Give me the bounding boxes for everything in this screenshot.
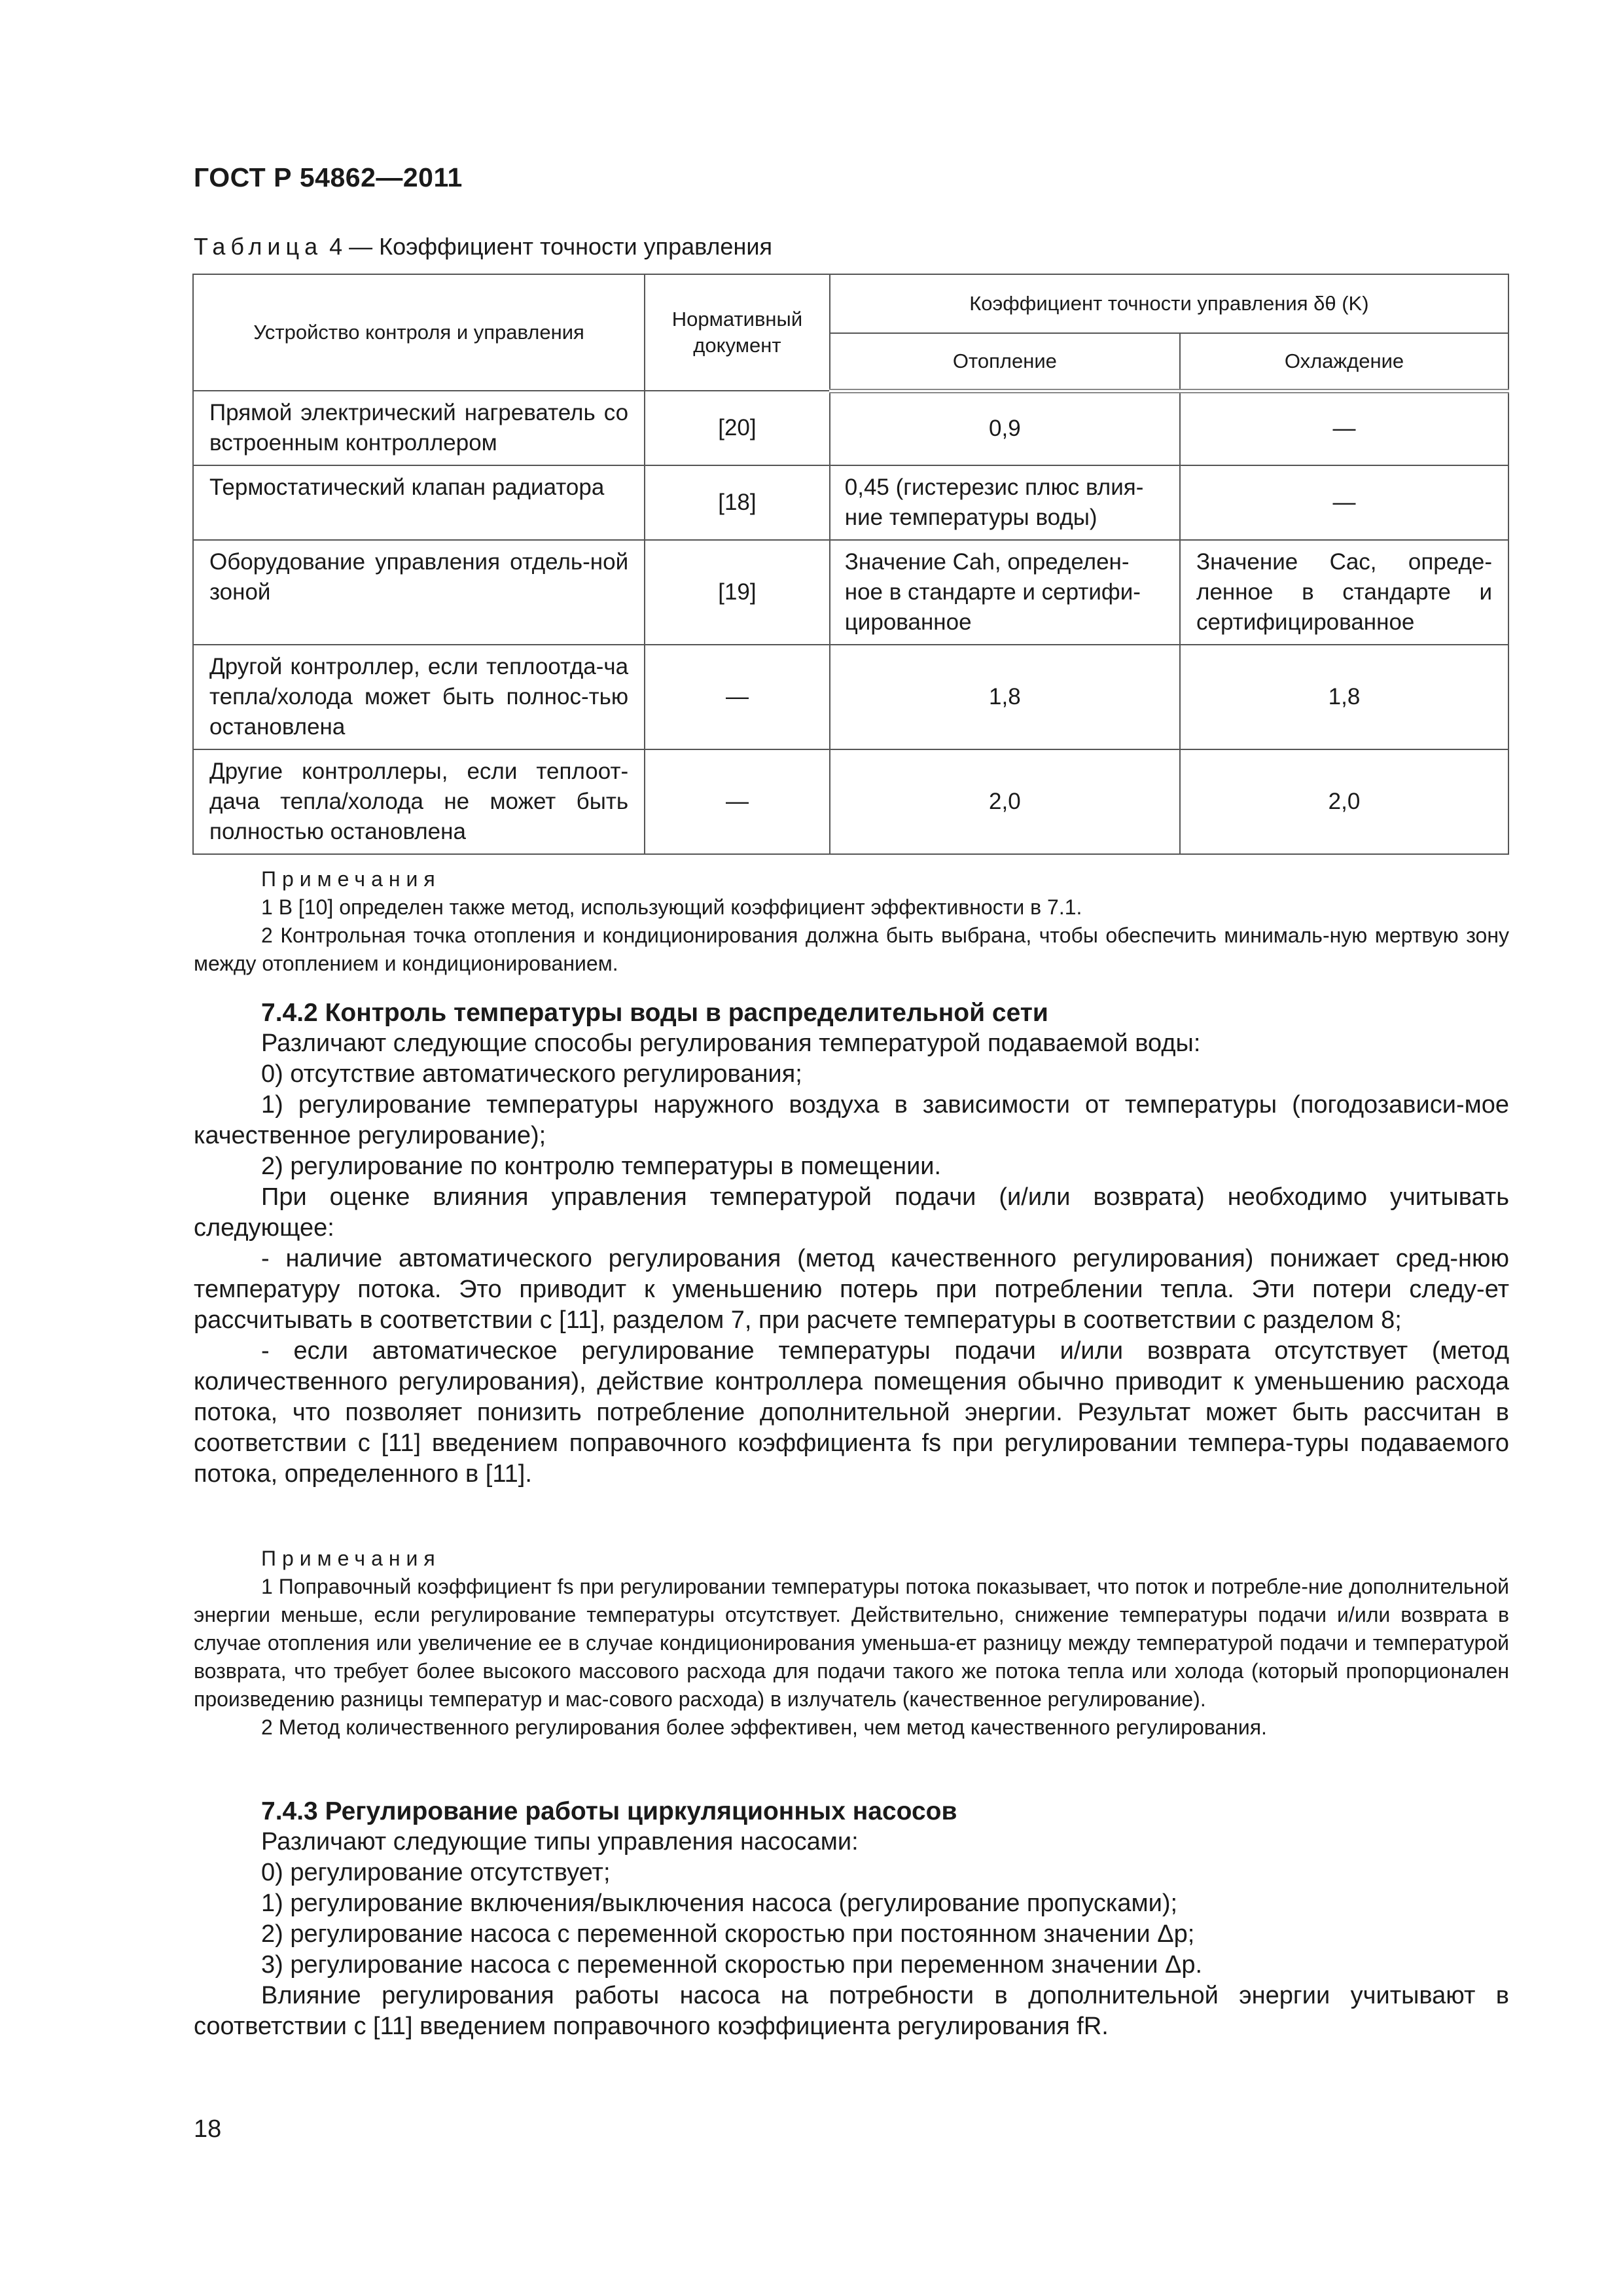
paragraph: - если автоматическое регулирование температуры подачи и/или возврата отсутствует (метод количественного регулирования), действие контроллера помещения обычно приводит к уменьшению расхода потока, что позволяет понизить потребление дополнительной энергии. Результат может быть рассчитан в соответствии с [11] введением поправочного коэффициента fs при регулировании темпера-туры подаваемого потока, определенного в [11]. [194,1337,1509,1488]
cell-cooling: 2,0 [1180,749,1508,854]
paragraph: Различают следующие типы управления насосами: [261,1828,859,1856]
table-caption [194,233,772,260]
cell-device: Прямой электрический нагреватель со встроенным контроллером [193,391,645,465]
col-header-coef-text: Коэффициент точности управления δθ (K) [969,292,1369,315]
table-row [193,465,1508,540]
cell-device: Термостатический клапан радиатора [193,465,645,540]
paragraph: Влияние регулирования работы насоса на потребности в дополнительной энергии учитывают в соответствии с [11] введением поправочного коэффициента регулирования fR. [194,1982,1509,2040]
table-row [193,391,1508,465]
col-header-device: Устройство контроля и управления [193,274,645,391]
list-item: 0) отсутствие автоматического регулирования; [261,1060,802,1088]
table-row [193,540,1508,645]
list-item: 2) регулирование по контролю температуры в помещении. [261,1153,942,1180]
cell-device: Другие контроллеры, если теплоот-дача тепла/холода не может быть полностью остановлена [193,749,645,854]
note-item: 2 Контрольная точка отопления и кондиционирования должна быть выбрана, чтобы обеспечить минималь-ную мертвую зону между отоплением и кондиционированием. [194,924,1509,975]
section-7-4-3 [194,1796,1509,2042]
notes-table [194,865,1509,978]
notes-title: Примечания [261,1547,441,1570]
cell-device: Другой контроллер, если теплоотда-ча тепла/холода может быть полнос-тью остановлена [193,645,645,749]
table-caption-prefix: Таблица [194,233,323,260]
table-caption-text: 4 — Коэффициент точности управления [323,233,772,260]
cell-heating: 0,9 [830,391,1180,465]
cell-cooling: — [1180,391,1508,465]
note-item: 1 Поправочный коэффициент fs при регулировании температуры потока показывает, что поток и потребле-ние дополнительной энергии меньше, если регулирование температуры отсутствует. Действительно, снижение температуры подачи и/или возврата в случае отопления или увеличение ее в случае кондиционирования уменьша-ет разницу между температурой подачи и температурой возврата, что требует более высокого массового расхода для подачи такого же потока тепла или холода (который пропорционален произведению разницы температур и мас-сового расхода) в излучатель (качественное регулирование). [194,1575,1509,1711]
section-title: 7.4.3 Регулирование работы циркуляционных насосов [261,1797,957,1825]
col-header-coef [830,274,1508,333]
list-item: 0) регулирование отсутствует; [261,1859,611,1886]
section-7-4-2 [194,997,1509,1490]
paragraph: При оценке влияния управления температурой подачи (и/или возврата) необходимо учитывать следующее: [194,1183,1509,1242]
paragraph: - наличие автоматического регулирования (метод качественного регулирования) понижает сред-нюю температуру потока. Это приводит к уменьшению потерь при потреблении тепла. Эти потери следу-ет рассчитывать в соответствии с [11], разделом 7, при расчете температуры в соответствии с разделом 8; [194,1245,1509,1334]
list-item: 2) регулирование насоса с переменной скоростью при постоянном значении Δp; [261,1920,1195,1948]
paragraph: Различают следующие способы регулирования температурой подаваемой воды: [261,1030,1201,1057]
accuracy-table [192,274,1509,855]
list-item: 1) регулирование включения/выключения насоса (регулирование пропусками); [261,1890,1178,1917]
document-header: ГОСТ Р 54862—2011 [194,162,463,192]
cell-heating: Значение Cah, определен-ное в стандарте и сертифи-цированное [830,540,1180,645]
cell-heating: 1,8 [830,645,1180,749]
section-title: 7.4.2 Контроль температуры воды в распределительной сети [261,999,1048,1027]
note-item: 2 Метод количественного регулирования более эффективен, чем метод качественного регулирования. [261,1715,1267,1739]
cell-doc: [18] [645,465,830,540]
col-header-heating: Отопление [830,333,1180,391]
page-number: 18 [194,2115,222,2143]
list-item: 3) регулирование насоса с переменной скоростью при переменном значении Δp. [261,1951,1203,1979]
cell-doc: [20] [645,391,830,465]
list-item: 1) регулирование температуры наружного воздуха в зависимости от температуры (погодозависи-мое качественное регулирование); [194,1091,1509,1149]
cell-doc: — [645,749,830,854]
col-header-cooling: Охлаждение [1180,333,1508,391]
cell-doc: — [645,645,830,749]
cell-doc: [19] [645,540,830,645]
cell-cooling: 1,8 [1180,645,1508,749]
cell-cooling: Значение Cac, опреде-ленное в стандарте и сертифицированное [1180,540,1508,645]
cell-cooling: — [1180,465,1508,540]
cell-heating: 0,45 (гистерезис плюс влия-ние температуры воды) [830,465,1180,540]
col-header-normative: Нормативный документ [645,274,830,391]
table-row [193,749,1508,854]
table-row [193,645,1508,749]
notes-7-4-2 [194,1545,1509,1742]
notes-title: Примечания [261,867,441,891]
cell-device: Оборудование управления отдель-ной зоной [193,540,645,645]
note-item: 1 В [10] определен также метод, использующий коэффициент эффективности в 7.1. [261,895,1082,919]
cell-heating: 2,0 [830,749,1180,854]
